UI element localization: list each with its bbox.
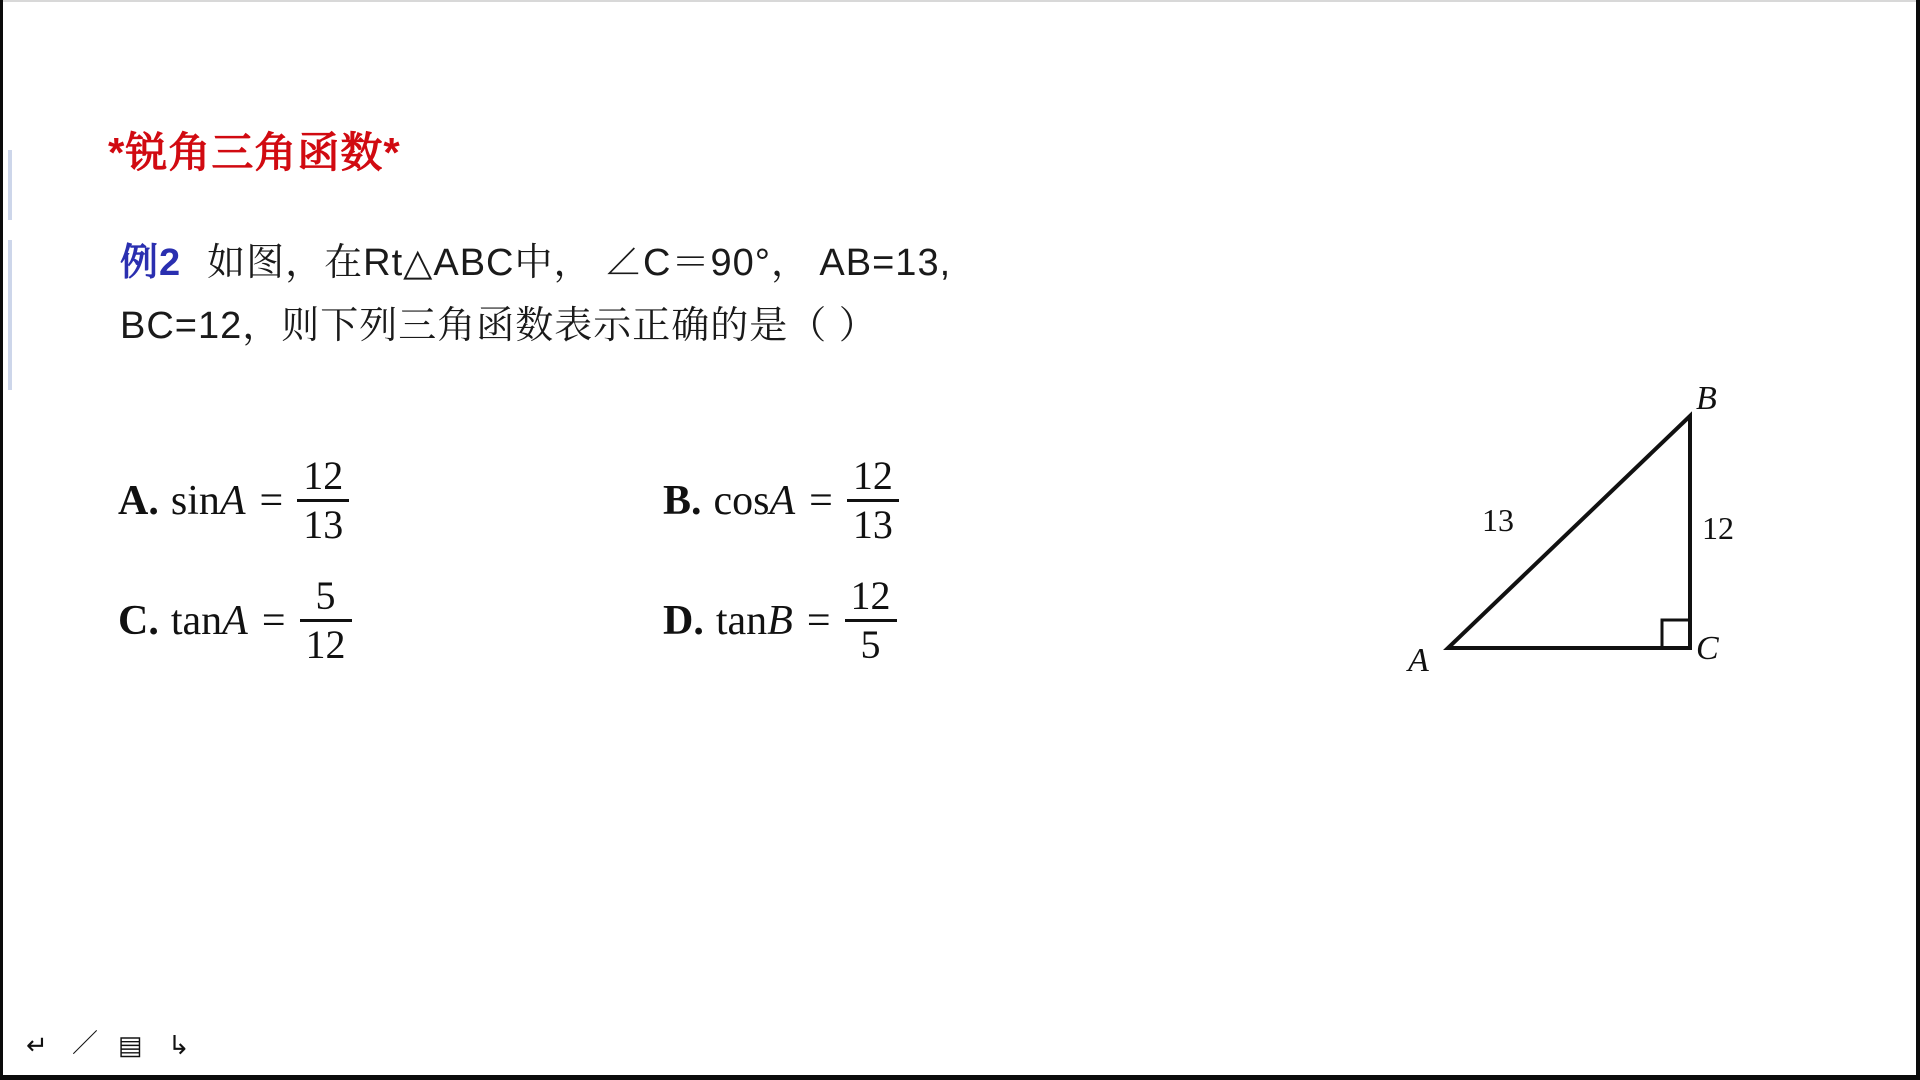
option-a[interactable] [118,455,663,546]
vertex-label-c: C [1696,630,1719,667]
annotation-toolbar[interactable] [26,1026,286,1066]
answer-options [118,455,1148,695]
side-length-bc: 12 [1702,510,1734,546]
option-a-numerator: 12 [303,453,344,498]
example-number: 例2 [120,242,182,284]
option-c-function: tan [170,597,223,644]
option-c-expression [171,597,248,645]
option-d-variable: B [767,597,793,644]
option-a-equals: = [259,477,284,524]
option-a-fraction [297,455,349,546]
option-b-denominator: 13 [852,502,893,547]
option-b-function: cos [713,477,770,524]
option-d-fraction [845,575,897,666]
right-angle-marker [1662,620,1690,648]
option-d-expression [716,597,793,645]
margin-mark-lower [8,240,12,390]
undo-icon[interactable]: ↵ [26,1030,48,1060]
option-d-denominator: 5 [860,622,881,667]
vertex-label-b: B [1696,380,1717,417]
vertex-label-a: A [1408,642,1429,679]
page-title: *锐角三角函数* [108,129,401,176]
option-b-expression [714,477,796,525]
option-d-equals: = [806,597,831,644]
option-c-fraction [300,575,352,666]
triangle-figure [1390,380,1750,700]
option-a-label: A. [118,477,159,524]
option-a-function: sin [170,477,220,524]
question-line-2: BC=12，则下列三角函数表示正确的是（ ） [120,304,878,347]
margin-mark-upper [8,150,12,220]
question-stem [120,232,1420,357]
option-c-numerator: 5 [315,573,336,618]
option-c-equals: = [261,597,286,644]
slide-top-edge [0,0,1920,2]
slide-left-edge [0,0,3,1080]
option-d[interactable] [663,575,1143,666]
arrow-icon[interactable]: ↳ [168,1030,190,1060]
slide-bottom-edge [0,1075,1920,1080]
option-c-label: C. [118,597,159,644]
option-c[interactable] [118,575,663,666]
side-length-ab: 13 [1482,502,1514,538]
option-b-numerator: 12 [852,453,893,498]
option-d-label: D. [663,597,704,644]
option-row-2 [118,575,1148,695]
question-line-1: 如图，在Rt△ABC中， ∠C＝90°， AB=13, [207,242,952,284]
option-a-variable: A [219,477,246,524]
option-b-label: B. [663,477,702,524]
option-c-variable: A [222,597,248,644]
option-d-function: tan [715,597,768,644]
slide-right-edge [1916,0,1920,1080]
option-a-denominator: 13 [303,502,344,547]
option-d-numerator: 12 [850,573,891,618]
option-a-expression [171,477,246,525]
option-c-denominator: 12 [305,622,346,667]
option-row-1 [118,455,1148,575]
option-b-variable: A [769,477,796,524]
option-b[interactable] [663,455,1143,546]
lines-icon[interactable]: ▤ [118,1030,143,1060]
option-b-equals: = [809,477,833,524]
option-b-fraction [847,455,899,546]
pen-icon[interactable]: ／ [72,1028,99,1058]
